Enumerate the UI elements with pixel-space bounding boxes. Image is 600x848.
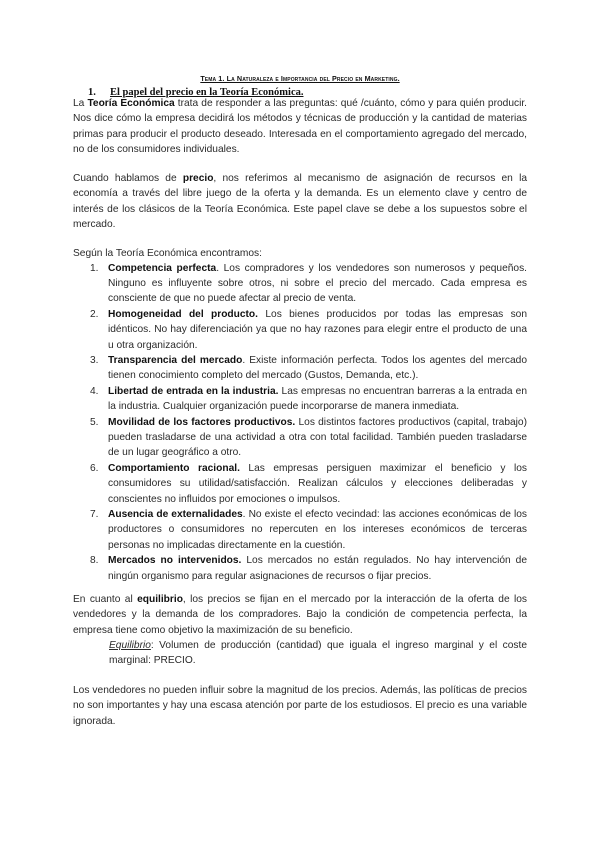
para2-bold: precio bbox=[182, 173, 214, 184]
definition-text: : Volumen de producción (cantidad) que iguala el ingreso marginal y el coste marginal: PRECIO. bbox=[109, 640, 527, 667]
list-item-term: Transparencia del mercado bbox=[108, 355, 243, 367]
section-number: 1. bbox=[88, 87, 96, 98]
list-item-number: 4. bbox=[90, 386, 99, 398]
paragraph-precio bbox=[73, 171, 527, 232]
list-item-text: . No existe el efecto vecindad: las acciones económicas de los productores o consumidores no repercuten en los intereses económicos de terceras personas no implicadas directamente en la cuestión. bbox=[108, 509, 527, 551]
list-item bbox=[73, 507, 527, 553]
document-title: Tema 1. La Naturaleza e Importancia del Precio en Marketing. bbox=[200, 74, 400, 83]
list-item-text: . Existe información perfecta. Todos los agentes del mercado tienen conocimiento completo del mercado (Gustos, Demanda, etc.). bbox=[108, 355, 527, 382]
list-item-number: 6. bbox=[90, 463, 99, 475]
list-item-text: Los bienes producidos por todas las empresas son idénticos. No hay diferenciación ya que no hay razones para elegir entre el producto de una u otra organización. bbox=[108, 309, 527, 351]
list-item-number: 2. bbox=[90, 309, 99, 321]
para1-post: trata de responder a las preguntas: qué /cuánto, cómo y para quién producir. Nos dice cómo la empresa decidirá los métodos y técnicas de producción y la cantidad de materias primas para producir el producto deseado. Interesada en el comportamiento agregado del mercado, no de los consumidores individuales. bbox=[73, 98, 527, 155]
list-item-text: Las empresas persiguen maximizar el beneficio y los consumidores su utilidad/satisfacción. Realizan cálculos y elecciones deliberadas y conscientes no influidos por emociones o impulsos. bbox=[108, 463, 528, 505]
definition-term: Equilibrio bbox=[109, 640, 151, 651]
para1-pre: La bbox=[73, 98, 88, 109]
list-intro: Según la Teoría Económica encontramos: bbox=[73, 248, 262, 259]
para3-post: , los precios se fijan en el mercado por la interacción de la oferta de los vendedores y la demanda de los compradores. Bajo la condición de competencia perfecta, la empresa tiene como objetivo la maximización de su beneficio. bbox=[73, 594, 527, 636]
list-item-text: . Los compradores y los vendedores son numerosos y pequeños. Ninguno es influyente sobre otros, ni sobre el precio del mercado. Cada empresa es consciente de que no puede afectar al precio de venta. bbox=[108, 263, 528, 305]
list-item-number: 1. bbox=[90, 263, 99, 274]
list-item-term: Ausencia de externalidades bbox=[108, 509, 243, 521]
list-item bbox=[73, 553, 527, 583]
para3-pre: En cuanto al bbox=[73, 594, 138, 605]
list-item-number: 7. bbox=[90, 509, 99, 521]
list-item bbox=[73, 384, 527, 414]
list-item-text: Los mercados no están regulados. No hay intervención de ningún organismo para regular asignaciones de recursos o fijar precios. bbox=[108, 555, 527, 582]
list-item bbox=[73, 307, 527, 353]
list-item-term: Mercados no intervenidos. bbox=[108, 555, 242, 567]
list-item bbox=[73, 261, 527, 307]
list-item-term: Libertad de entrada en la industria. bbox=[108, 386, 279, 398]
definition-equilibrio bbox=[109, 638, 527, 669]
list-item bbox=[73, 415, 527, 461]
section-title: El papel del precio en la Teoría Económica. bbox=[110, 87, 304, 98]
list-item bbox=[73, 353, 527, 383]
para3-bold: equilibrio bbox=[137, 594, 183, 605]
list-item-term: Competencia perfecta bbox=[108, 263, 217, 274]
list-item-number: 3. bbox=[90, 355, 99, 367]
para2-pre: Cuando hablamos de bbox=[73, 173, 183, 184]
list-item-text: Los distintos factores productivos (capital, trabajo) pueden trasladarse de una actividad a otra con total facilidad. También pueden trasladarse de un lugar geográfico a otro. bbox=[108, 417, 527, 459]
assumptions-list bbox=[73, 261, 527, 584]
para1-bold: Teoría Económica bbox=[87, 98, 175, 109]
list-item-term: Movilidad de los factores productivos. bbox=[108, 417, 296, 429]
list-item-term: Homogeneidad del producto. bbox=[108, 309, 258, 321]
paragraph-teoria-economica bbox=[73, 96, 527, 157]
list-item-text: Las empresas no encuentran barreras a la entrada en la industria. Cualquier organización puede incorporarse de manera inmediata. bbox=[108, 386, 527, 413]
paragraph-vendedores: Los vendedores no pueden influir sobre la magnitud de los precios. Además, las políticas de precios no son importantes y hay una escasa atención por parte de los estudiosos. El precio es una variable ignorada. bbox=[73, 685, 527, 727]
list-item-number: 8. bbox=[90, 555, 99, 567]
list-item bbox=[73, 461, 527, 507]
list-item-term: Comportamiento racional. bbox=[108, 463, 240, 475]
list-item-number: 5. bbox=[90, 417, 99, 429]
paragraph-equilibrio bbox=[73, 592, 527, 638]
para2-post: , nos referimos al mecanismo de asignación de recursos en la economía a través del libre juego de la oferta y la demanda. Es un elemento clave y centro de interés de los clásicos de la Teoría Económica. Este papel clave se debe a los supuestos sobre el mercado. bbox=[73, 173, 527, 230]
